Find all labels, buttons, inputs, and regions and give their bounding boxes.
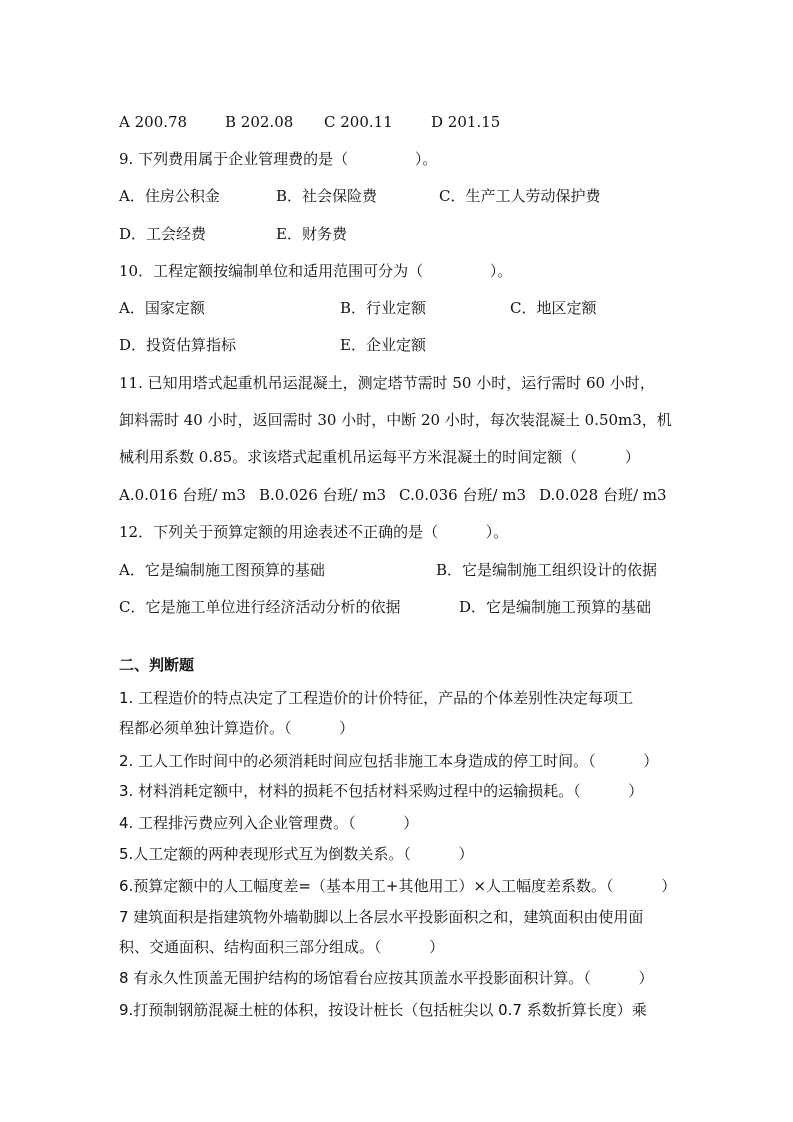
tf-item-6: 6.预算定额中的人工幅度差=（基本用工+其他用工）×人工幅度差系数。（ ）	[119, 877, 677, 895]
q10-stem: 10．工程定额按编制单位和适用范围可分为（ ）。	[119, 262, 513, 280]
q10-option-b: B．行业定额	[340, 299, 427, 317]
tf-item-4: 4. 工程排污费应列入企业管理费。（ ）	[119, 814, 419, 832]
tf-item-7-line-1: 7 建筑面积是指建筑物外墙勒脚以上各层水平投影面积之和，建筑面积由使用面	[119, 908, 644, 926]
q9-option-e: E．财务费	[276, 225, 347, 243]
q10-option-d: D．投资估算指标	[119, 336, 237, 354]
tf-item-2: 2. 工人工作时间中的必须消耗时间应包括非施工本身造成的停工时间。（ ）	[119, 752, 659, 770]
q10-option-e: E．企业定额	[340, 336, 426, 354]
tf-item-8: 8 有永久性顶盖无围护结构的场馆看台应按其顶盖水平投影面积计算。（ ）	[119, 969, 654, 987]
tf-item-7-line-2: 积、交通面积、结构面积三部分组成。（ ）	[119, 938, 445, 956]
section-heading-true-false: 二、判断题	[119, 656, 195, 674]
q12-option-b: B．它是编制施工组织设计的依据	[436, 561, 658, 579]
tf-item-3: 3. 材料消耗定额中，材料的损耗不包括材料采购过程中的运输损耗。（ ）	[119, 782, 644, 800]
q10-option-c: C．地区定额	[510, 299, 597, 317]
option-a: A 200.78	[119, 113, 188, 131]
q10-option-a: A．国家定额	[119, 299, 205, 317]
q9-option-a: A．住房公积金	[119, 187, 220, 205]
q11-option-b: B.0.026 台班/ m3	[259, 486, 387, 504]
option-b: B 202.08	[225, 113, 294, 131]
option-c: C 200.11	[324, 113, 393, 131]
q12-option-d: D．它是编制施工预算的基础	[459, 598, 652, 616]
q9-option-c: C．生产工人劳动保护费	[439, 187, 601, 205]
q12-option-c: C．它是施工单位进行经济活动分析的依据	[119, 598, 401, 616]
tf-item-1-line-2: 程都必须单独计算造价。（ ）	[119, 719, 355, 737]
q11-option-d: D.0.028 台班/ m3	[539, 486, 667, 504]
q9-option-b: B．社会保险费	[276, 187, 378, 205]
option-d: D 201.15	[431, 113, 501, 131]
q11-stem-line-1: 11. 已知用塔式起重机吊运混凝土，测定塔节需时 50 小时，运行需时 60 小时，	[119, 374, 655, 392]
tf-item-1-line-1: 1. 工程造价的特点决定了工程造价的计价特征，产品的个体差别性决定每项工	[119, 689, 634, 707]
q11-option-c: C.0.036 台班/ m3	[399, 486, 527, 504]
q11-stem-line-3: 械利用系数 0.85。求该塔式起重机吊运每平方米混凝土的时间定额（ ）	[119, 448, 640, 466]
q9-stem: 9. 下列费用属于企业管理费的是（ ）。	[119, 150, 438, 168]
q11-stem-line-2: 卸料需时 40 小时，返回需时 30 小时，中断 20 小时，每次装混凝土 0.50m3，机	[119, 411, 672, 429]
q12-option-a: A．它是编制施工图预算的基础	[119, 561, 325, 579]
q9-option-d: D．工会经费	[119, 225, 207, 243]
q11-option-a: A.0.016 台班/ m3	[119, 486, 246, 504]
q12-stem: 12．下列关于预算定额的用途表述不正确的是（ ）。	[119, 523, 509, 541]
tf-item-5: 5.人工定额的两种表现形式互为倒数关系。（ ）	[119, 845, 474, 863]
tf-item-9-line-1: 9.打预制钢筋混凝土桩的体积，按设计桩长（包括桩尖以 0.7 系数折算长度）乘	[119, 1001, 647, 1019]
